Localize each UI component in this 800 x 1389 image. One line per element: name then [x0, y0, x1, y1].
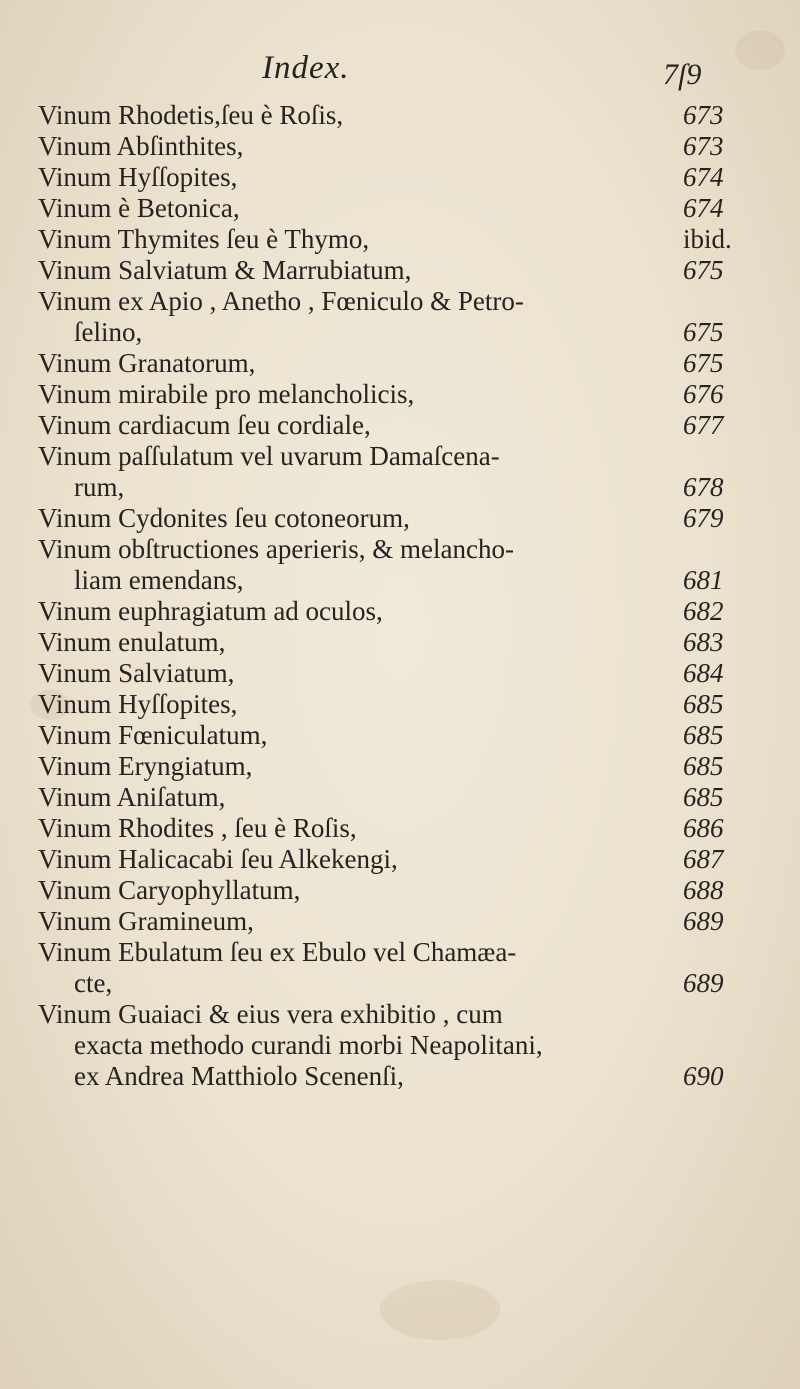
entry-page-number: 685 [683, 751, 724, 781]
index-entry-continuation [38, 1061, 724, 1092]
entry-text: Vinum Halicacabi ſeu Alkekengi, [38, 844, 398, 874]
entry-text: Vinum Ebulatum ſeu ex Ebulo vel Chamæa- [38, 937, 517, 967]
entry-text: Vinum obſtructiones aperieris, & melancho- [38, 534, 514, 564]
entry-page-number: 689 [683, 968, 724, 998]
entry-text: Vinum ex Apio , Anetho , Fœniculo & Petro- [38, 286, 524, 316]
entry-page-number: 686 [683, 813, 724, 843]
entry-text: Vinum Granatorum, [38, 348, 256, 378]
entry-page-number: 673 [683, 100, 724, 130]
entry-text: Vinum Aniſatum, [38, 782, 226, 812]
entry-page-number: 677 [683, 410, 724, 440]
entry-text: rum, [74, 472, 125, 502]
index-entry [38, 720, 724, 751]
index-entry [38, 379, 724, 410]
index-entry [38, 100, 724, 131]
entry-page-number: 684 [683, 658, 724, 688]
entry-page-number: 689 [683, 906, 724, 936]
entry-text: Vinum Abſinthites, [38, 131, 244, 161]
entry-page-number: 688 [683, 875, 724, 905]
entry-page-number: 682 [683, 596, 724, 626]
entry-page-number: 674 [683, 162, 724, 192]
entry-text: Vinum paſſulatum vel uvarum Damaſcena- [38, 441, 500, 471]
entry-page-number: 675 [683, 317, 724, 347]
entry-text: ſelino, [74, 317, 143, 347]
entry-text: Vinum Hyſſopites, [38, 162, 238, 192]
entry-page-number: 685 [683, 720, 724, 750]
index-entry-continuation [38, 317, 724, 348]
entry-page-number: 673 [683, 131, 724, 161]
entry-page-number: 678 [683, 472, 724, 502]
entry-page-number: ibid. [683, 224, 732, 254]
entry-page-number: 676 [683, 379, 724, 409]
index-entry-continuation [38, 565, 724, 596]
index-entry-continuation [38, 472, 724, 503]
index-entry [38, 193, 724, 224]
index-title: Index. [262, 50, 350, 86]
entry-text: Vinum Caryophyllatum, [38, 875, 301, 905]
entry-page-number: 681 [683, 565, 724, 595]
entry-text: liam emendans, [74, 565, 244, 595]
index-entry [38, 503, 724, 534]
index-entry [38, 255, 724, 286]
index-entry [38, 286, 658, 317]
index-entry [38, 224, 732, 255]
entry-text: Vinum Rhodites , ſeu è Roſis, [38, 813, 357, 843]
index-entry [38, 813, 724, 844]
gathering-signature: 7ſ9 [663, 58, 702, 91]
index-entry-continuation [38, 968, 724, 999]
index-entry-continuation [38, 1030, 658, 1061]
entry-text: Vinum Rhodetis,ſeu è Roſis, [38, 100, 344, 130]
index-entry [38, 999, 658, 1030]
index-entry [38, 441, 658, 472]
index-entry [38, 627, 724, 658]
index-entry [38, 906, 724, 937]
entry-text: Vinum mirabile pro melancholicis, [38, 379, 415, 409]
entry-page-number: 675 [683, 348, 724, 378]
entry-text: cte, [74, 968, 113, 998]
entry-text: Vinum Gramineum, [38, 906, 254, 936]
index-entry [38, 410, 724, 441]
entry-page-number: 675 [683, 255, 724, 285]
entry-page-number: 679 [683, 503, 724, 533]
entry-text: Vinum Salviatum & Marrubiatum, [38, 255, 412, 285]
index-entry [38, 689, 724, 720]
index-entry [38, 596, 724, 627]
index-entry [38, 162, 724, 193]
index-entry [38, 658, 724, 689]
entry-page-number: 685 [683, 782, 724, 812]
index-entry [38, 751, 724, 782]
entry-text: Vinum Salviatum, [38, 658, 235, 688]
entry-text: Vinum Eryngiatum, [38, 751, 253, 781]
entry-page-number: 674 [683, 193, 724, 223]
paper-stain [380, 1280, 500, 1340]
entry-text: Vinum cardiacum ſeu cordiale, [38, 410, 371, 440]
entry-text: exacta methodo curandi morbi Neapolitani, [74, 1030, 543, 1060]
entry-text: ex Andrea Matthiolo Scenenſi, [74, 1061, 404, 1091]
index-entry [38, 937, 658, 968]
index-entry [38, 875, 724, 906]
entry-text: Vinum Hyſſopites, [38, 689, 238, 719]
index-entry [38, 534, 658, 565]
index-entry [38, 782, 724, 813]
entry-text: Vinum è Betonica, [38, 193, 240, 223]
entry-text: Vinum Guaiaci & eius vera exhibitio , cum [38, 999, 503, 1029]
entry-text: Vinum Fœniculatum, [38, 720, 268, 750]
page-header [0, 50, 800, 100]
entry-page-number: 683 [683, 627, 724, 657]
entry-text: Vinum euphragiatum ad oculos, [38, 596, 383, 626]
index-entry [38, 844, 724, 875]
index-entry [38, 131, 724, 162]
entry-page-number: 685 [683, 689, 724, 719]
index-list [38, 100, 732, 1092]
entry-page-number: 687 [683, 844, 724, 874]
entry-page-number: 690 [683, 1061, 724, 1091]
index-entry [38, 348, 724, 379]
entry-text: Vinum enulatum, [38, 627, 226, 657]
entry-text: Vinum Cydonites ſeu cotoneorum, [38, 503, 410, 533]
entry-text: Vinum Thymites ſeu è Thymo, [38, 224, 370, 254]
